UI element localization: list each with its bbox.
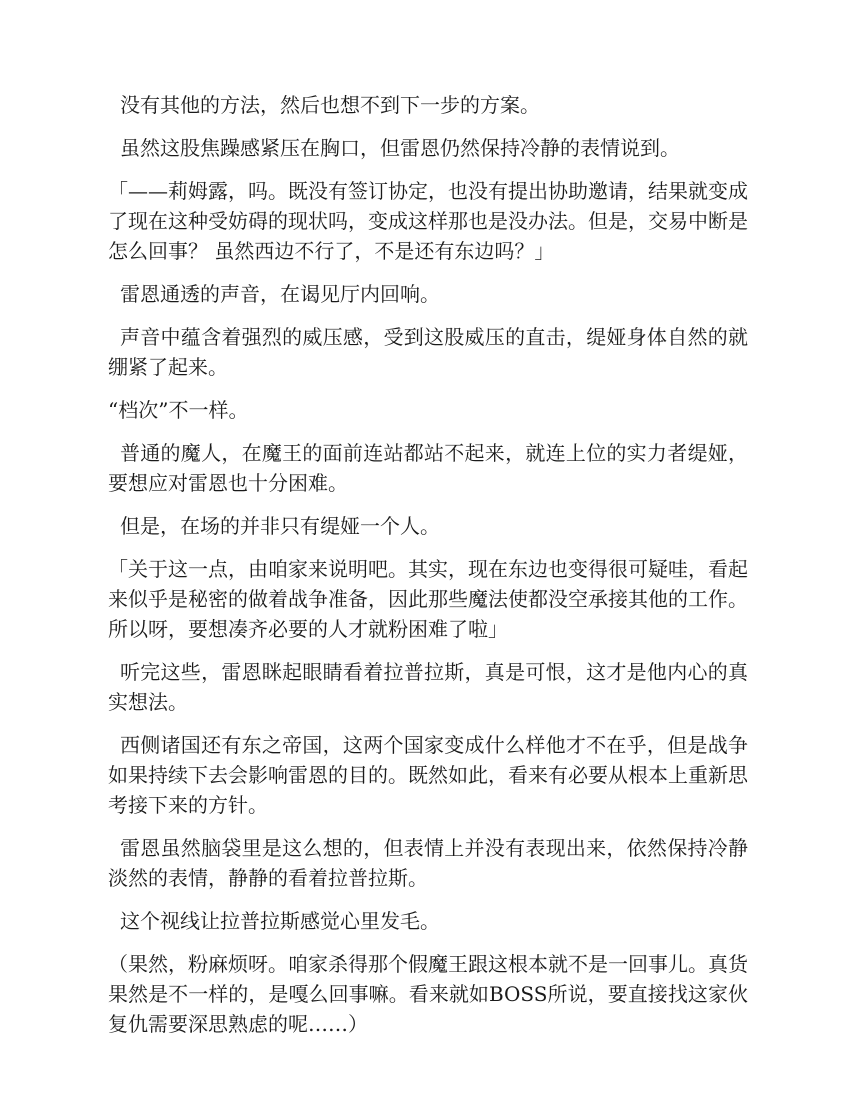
document-page [108, 90, 748, 1052]
paragraph-5: 声音中蕴含着强烈的威压感，受到这股威压的直击，缇娅身体自然的就绷紧了起来。 [108, 325, 748, 379]
paragraph-1: 没有其他的方法，然后也想不到下一步的方案。 [120, 93, 540, 117]
paragraph-13: 这个视线让拉普拉斯感觉心里发毛。 [120, 909, 440, 933]
dialog-paragraph-9: 「关于这一点，由咱家来说明吧。其实，现在东边也变得很可疑哇，看起来似乎是秘密的做着战争准备，因此那些魔法使都没空承接其他的工作。所以呀，要想凑齐必要的人才就粉困难了啦」 [108, 557, 748, 641]
paragraph-7: 普通的魔人，在魔王的面前连站都站不起来，就连上位的实力者缇娅，要想应对雷恩也十分困难。 [108, 441, 748, 495]
thought-paragraph-14: （果然，粉麻烦呀。咱家杀得那个假魔王跟这根本就不是一回事儿。真货果然是不一样的，是嘎么回事嘛。看来就如BOSS所说，要直接找这家伙复仇需要深思熟虑的呢……） [108, 952, 748, 1036]
paragraph-12: 雷恩虽然脑袋里是这么想的，但表情上并没有表现出来，依然保持冷静淡然的表情，静静的看着拉普拉斯。 [108, 836, 748, 890]
paragraph-6: “档次”不一样。 [108, 398, 249, 422]
paragraph-2: 虽然这股焦躁感紧压在胸口，但雷恩仍然保持冷静的表情说到。 [120, 136, 680, 160]
dialog-paragraph-3: 「——莉姆露，吗。既没有签订协定，也没有提出协助邀请，结果就变成了现在这种受妨碍的现状吗，变成这样那也是没办法。但是，交易中断是怎么回事？ 虽然西边不行了，不是还有东边吗？」 [108, 179, 748, 263]
paragraph-11: 西侧诸国还有东之帝国，这两个国家变成什么样他才不在乎，但是战争如果持续下去会影响雷恩的目的。既然如此，看来有必要从根本上重新思考接下来的方针。 [108, 733, 748, 817]
paragraph-8: 但是，在场的并非只有缇娅一个人。 [120, 514, 440, 538]
paragraph-4: 雷恩通透的声音，在谒见厅内回响。 [120, 282, 440, 306]
paragraph-10: 听完这些，雷恩眯起眼睛看着拉普拉斯，真是可恨，这才是他内心的真实想法。 [108, 660, 748, 714]
